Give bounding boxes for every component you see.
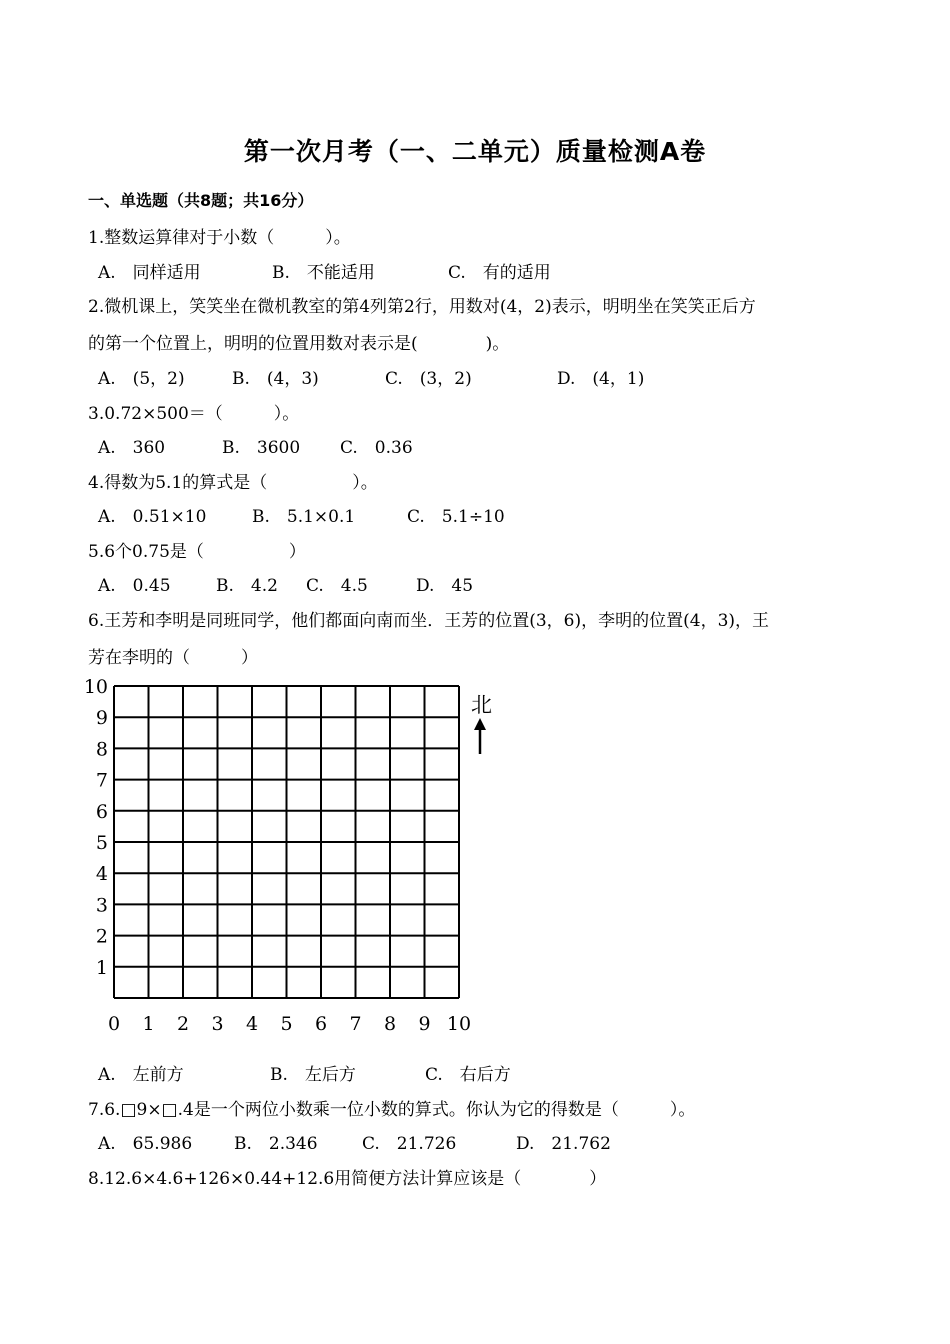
x-axis-label: 4 <box>245 1013 259 1032</box>
q4-option-b[interactable]: B. 5.1×0.1 <box>252 507 356 527</box>
coordinate-grid <box>84 672 504 1032</box>
x-axis-label: 3 <box>211 1013 224 1032</box>
q6-option-c[interactable]: C. 右后方 <box>425 1065 511 1085</box>
q6-option-b[interactable]: B. 左后方 <box>270 1065 356 1085</box>
y-axis-label: 1 <box>95 956 108 979</box>
y-axis-label: 4 <box>95 863 108 886</box>
question-3-stem: 3.0.72×500＝（ ）。 <box>88 404 300 424</box>
q5-option-b[interactable]: B. 4.2 <box>216 576 278 596</box>
y-axis-label: 5 <box>95 832 108 854</box>
x-axis-label: 10 <box>446 1013 472 1032</box>
question-6-stem-line1: 6.王芳和李明是同班同学，他们都面向南而坐．王芳的位置(3，6)，李明的位置(4，3)，王 <box>88 611 770 631</box>
q7-option-c[interactable]: C. 21.726 <box>362 1134 457 1154</box>
question-2-stem-line2: 的第一个位置上，明明的位置用数对表示是( )。 <box>88 334 510 354</box>
north-label: 北 <box>471 693 492 717</box>
x-axis-label: 9 <box>418 1013 431 1032</box>
q1-option-b[interactable]: B. 不能适用 <box>272 263 375 283</box>
q2-option-c[interactable]: C. (3，2) <box>385 369 472 389</box>
q5-option-a[interactable]: A. 0.45 <box>98 576 171 596</box>
question-4-stem: 4.得数为5.1的算式是（ ）。 <box>88 473 378 493</box>
y-axis-label: 10 <box>84 676 108 698</box>
question-5-stem: 5.6个0.75是（ ） <box>88 542 306 562</box>
x-axis-label: 1 <box>142 1013 155 1032</box>
q4-option-a[interactable]: A. 0.51×10 <box>98 507 207 527</box>
q7-option-a[interactable]: A. 65.986 <box>98 1134 193 1154</box>
q1-option-c[interactable]: C. 有的适用 <box>448 263 551 283</box>
section-heading: 一、单选题（共8题；共16分） <box>88 191 314 210</box>
q3-option-b[interactable]: B. 3600 <box>222 438 301 458</box>
y-axis-label: 7 <box>95 769 108 792</box>
question-1-stem: 1.整数运算律对于小数（ ）。 <box>88 228 351 248</box>
q2-option-a[interactable]: A. (5，2) <box>98 369 185 389</box>
x-axis-label: 8 <box>383 1013 397 1032</box>
q3-option-a[interactable]: A. 360 <box>98 438 166 458</box>
q2-option-b[interactable]: B. (4，3) <box>232 369 319 389</box>
question-6-stem-line2: 芳在李明的（ ） <box>88 648 258 668</box>
q4-option-c[interactable]: C. 5.1÷10 <box>407 507 505 527</box>
q7-option-b[interactable]: B. 2.346 <box>234 1134 318 1154</box>
x-axis-label: 7 <box>349 1013 362 1032</box>
q7-option-d[interactable]: D. 21.762 <box>516 1134 611 1154</box>
y-axis-label: 8 <box>95 738 108 761</box>
question-8-stem: 8.12.6×4.6+126×0.44+12.6用简便方法计算应该是（ ） <box>88 1169 607 1189</box>
q2-option-d[interactable]: D. (4，1) <box>557 369 645 389</box>
q5-option-c[interactable]: C. 4.5 <box>306 576 368 596</box>
q6-option-a[interactable]: A. 左前方 <box>98 1065 184 1085</box>
x-axis-label: 5 <box>280 1013 293 1032</box>
q5-option-d[interactable]: D. 45 <box>416 576 474 596</box>
y-axis-labels <box>84 676 108 979</box>
y-axis-label: 2 <box>95 925 108 948</box>
grid-lines <box>114 686 459 998</box>
q1-option-a[interactable]: A. 同样适用 <box>98 263 201 283</box>
y-axis-label: 6 <box>95 800 108 823</box>
x-axis-labels <box>108 1013 471 1032</box>
question-7-stem: 7.6.□9×□.4是一个两位小数乘一位小数的算式。你认为它的得数是（ ）。 <box>88 1100 696 1120</box>
x-axis-label: 2 <box>176 1013 190 1032</box>
x-axis-label: 6 <box>314 1013 328 1032</box>
question-2-stem-line1: 2.微机课上，笑笑坐在微机教室的第4列第2行，用数对(4，2)表示，明明坐在笑笑正后方 <box>88 297 756 317</box>
q3-option-c[interactable]: C. 0.36 <box>340 438 413 458</box>
page-title: 第一次月考（一、二单元）质量检测A卷 <box>243 137 707 166</box>
y-axis-label: 3 <box>95 894 108 917</box>
arrow-up-icon <box>474 718 486 754</box>
y-axis-label: 9 <box>95 707 108 730</box>
x-axis-label: 0 <box>107 1013 121 1032</box>
